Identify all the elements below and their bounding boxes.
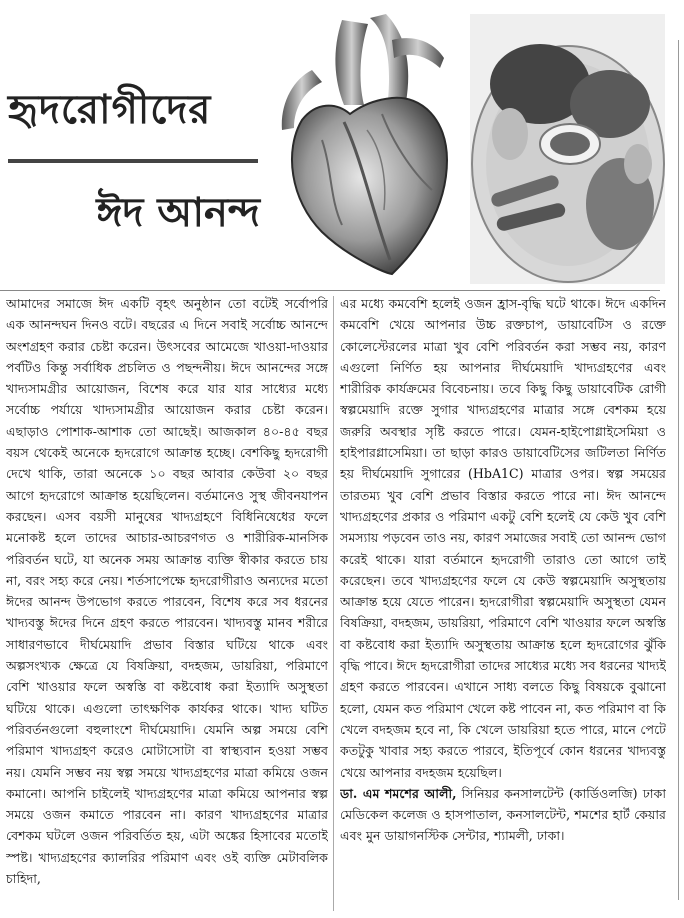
header-divider: [0, 290, 660, 291]
headline-line-2: ঈদ আনন্দ: [96, 190, 260, 236]
article-column-left: [6, 293, 328, 913]
article-header: [0, 0, 684, 290]
page-edge-rule: [678, 40, 679, 900]
author-name: ডা. এম শমশের আলী,: [340, 785, 457, 801]
heart-illustration: [272, 10, 457, 280]
author-credit: [340, 783, 666, 847]
headline-rule: [8, 159, 258, 163]
article-body-right: এর মধ্যে কমবেশি হলেই ওজন হ্রাস-বৃদ্ধি ঘটে থাকে। ঈদে একদিন কমবেশি খেয়ে আপনার উচ্চ রক্তচাপ, ডায়াবেটিস ও রক্তে কোলেস্টেরলের মাত্রা খুব বেশি পরিবর্তন করা সম্ভব নয়, কারণ এগুলো নির্ণিত হয় আপনার দীর্ঘমেয়াদি খাদ্যগ্রহণের এবং শারীরিক কার্যক্রমের বিবেচনায়। তবে কিছু কিছু ডায়াবেটিক রোগী স্বল্পমেয়াদি রক্তে সুগার খাদ্যগ্রহণের মাত্রার সঙ্গে বেশকম হয়ে জরুরি অবস্থার সৃষ্টি করতে পারে। যেমন-হাইপোগ্লাইসেমিয়া ও হাইপারগ্লাসেমিয়া। তা ছাড়া কারও ডায়াবেটিসের জটিলতা নির্ণিত হয় দীর্ঘমেয়াদি সুগারের (HbA1C) মাত্রার ওপর। স্বল্প সময়ের তারতম্য খুব বেশি প্রভাব বিস্তার করতে পারে না। ঈদ আনন্দে খাদ্যগ্রহণের প্রকার ও পরিমাণ একটু বেশি হলেই যে কেউ খুব বেশি সমস্যায় পড়বেন তাও নয়, কারণ সমাজের সবাই তো আনন্দ ভোগ করেই থাকে। যারা বর্তমানে হৃদরোগী তারাও তো আগে তাই করেছেন। তবে খাদ্যগ্রহণের ফলে যে কেউ স্বল্পমেয়াদি অসুস্থতায় আক্রান্ত হয়ে যেতে পারেন। হৃদরোগীরা স্বল্পমেয়াদি অসুস্থতা যেমন বিষক্রিয়া, বদহজম, ডায়রিয়া, পরিমাণে বেশি খাওয়ার ফলে অস্বস্তি বা কষ্টবোধ করা ইত্যাদি অসুস্থতায় আক্রান্ত হলে হৃদরোগের ঝুঁকি বৃদ্ধি পাবে। ঈদে হৃদরোগীরা তাদের সাধ্যের মধ্যে সব ধরনের খাদ্যই গ্রহণ করতে পারবেন। এখানে সাধ্য বলতে কিছু বিষয়কে বুঝানো হলো, যেমন কত পরিমাণ খেলে কষ্ট পাবেন না, কত পরিমাণ বা কি খেলে বদহজম হবে না, কি খেলে ডায়রিয়া হতে পারে, মানে পেটে কতটুকু খাবার সহ্য করতে পারবে, ইতিপূর্বে কোন ধরনের খাদ্যবস্তু খেয়ে আপনার বদহজম হয়েছিল।: [340, 296, 666, 780]
column-divider: [333, 296, 334, 911]
food-platter-image: [470, 14, 665, 284]
headline: [8, 78, 270, 248]
article-body-left: আমাদের সমাজে ঈদ একটি বৃহৎ অনুষ্ঠান তো বটেই সর্বোপরি এক আনন্দঘন দিনও বটে। বছরের এ দিনে সবাই সর্বোচ্চ আনন্দে অংশগ্রহণ করার চেষ্টা করেন। উৎসবের আমেজে খাওয়া-দাওয়ার পর্বটিও কিন্তু সর্বাধিক প্রচলিত ও পছন্দনীয়। ঈদে আনন্দের সঙ্গে খাদ্যসামগ্রীর আয়োজন, বিশেষ করে যার যার সাধ্যের মধ্যে সর্বোচ্চ পর্যায়ে খাদ্যসামগ্রীর আয়োজন করার চেষ্টা করেন। এছাড়াও পোশাক-আশাক তো আছেই। আজকাল ৪০-৪৫ বছর বয়স থেকেই অনেকে হৃদরোগে আক্রান্ত হচ্ছে। বেশকিছু হৃদরোগী দেখে থাকি, তারা অনেকে ১০ বছর আবার কেউবা ২০ বছর আগে হৃদরোগে আক্রান্ত হয়েছিলেন। বর্তমানেও সুস্থ জীবনযাপন করছেন। এসব বয়সী মানুষের খাদ্যগ্রহণে বিধিনিষেধের ফলে মনোকষ্ট হলে তাদের আচার-আচরণগত ও শারীরিক-মানসিক পরিবর্তন ঘটে, যা অনেক সময় আক্রান্ত ব্যক্তি স্বীকার করতে চায় না, বরং সহ্য করে নেয়। শর্তসাপেক্ষে হৃদরোগীরাও অন্যদের মতো ঈদের আনন্দ উপভোগ করতে পারবেন, বিশেষ করে সব ধরনের খাদ্যবস্তু ঈদের দিনে গ্রহণ করতে পারবেন। খাদ্যবস্তু মানব শরীরে সাধারণভাবে দীর্ঘমেয়াদি প্রভাব বিস্তার ঘটিয়ে থাকে এবং অল্পসংখ্যক ক্ষেত্রে যে বিষক্রিয়া, বদহজম, ডায়রিয়া, পরিমাণে বেশি খাওয়ার ফলে অস্বস্তি বা কষ্টবোধ করা ইত্যাদি অসুস্থতা ঘটিয়ে থাকে। এগুলো তাৎক্ষণিক কার্যকর থাকে। খাদ্য ঘটিত পরিবর্তনগুলো বহুলাংশে দীর্ঘমেয়াদি। যেমনি অল্প সময়ে বেশি পরিমাণ খাদ্যগ্রহণ করেও মোটাসোটা বা স্বাস্থ্যবান হওয়া সম্ভব নয়। যেমনি সম্ভব নয় স্বল্প সময়ে খাদ্যগ্রহণের মাত্রা কমিয়ে ওজন কমানো। আপনি চাইলেই খাদ্যগ্রহণের মাত্রা কমিয়ে আপনার স্বল্প সময়ে ওজন কমাতে পারবেন না। কারণ খাদ্যগ্রহণের মাত্রার বেশকম ঘটলে ওজন পরিবর্তিত হয়, এটা অঙ্কের হিসাবের মতোই স্পষ্ট। খাদ্যগ্রহণের ক্যালরির পরিমাণ এবং ওই ব্যক্তি মেটাবলিক চাহিদা,: [6, 296, 328, 887]
author-details: সিনিয়র কনসালটেন্ট (কার্ডিওলজি) ঢাকা মেডিকেল কলেজ ও হাসপাতাল, কনসালটেন্ট, শমশের হার্ট কেয়ার এবং মুন ডায়াগনস্টিক সেন্টার, শ্যামলী, ঢাকা।: [340, 785, 666, 844]
article-column-right: [340, 293, 666, 913]
headline-line-1: হৃদরোগীদের: [8, 87, 212, 133]
